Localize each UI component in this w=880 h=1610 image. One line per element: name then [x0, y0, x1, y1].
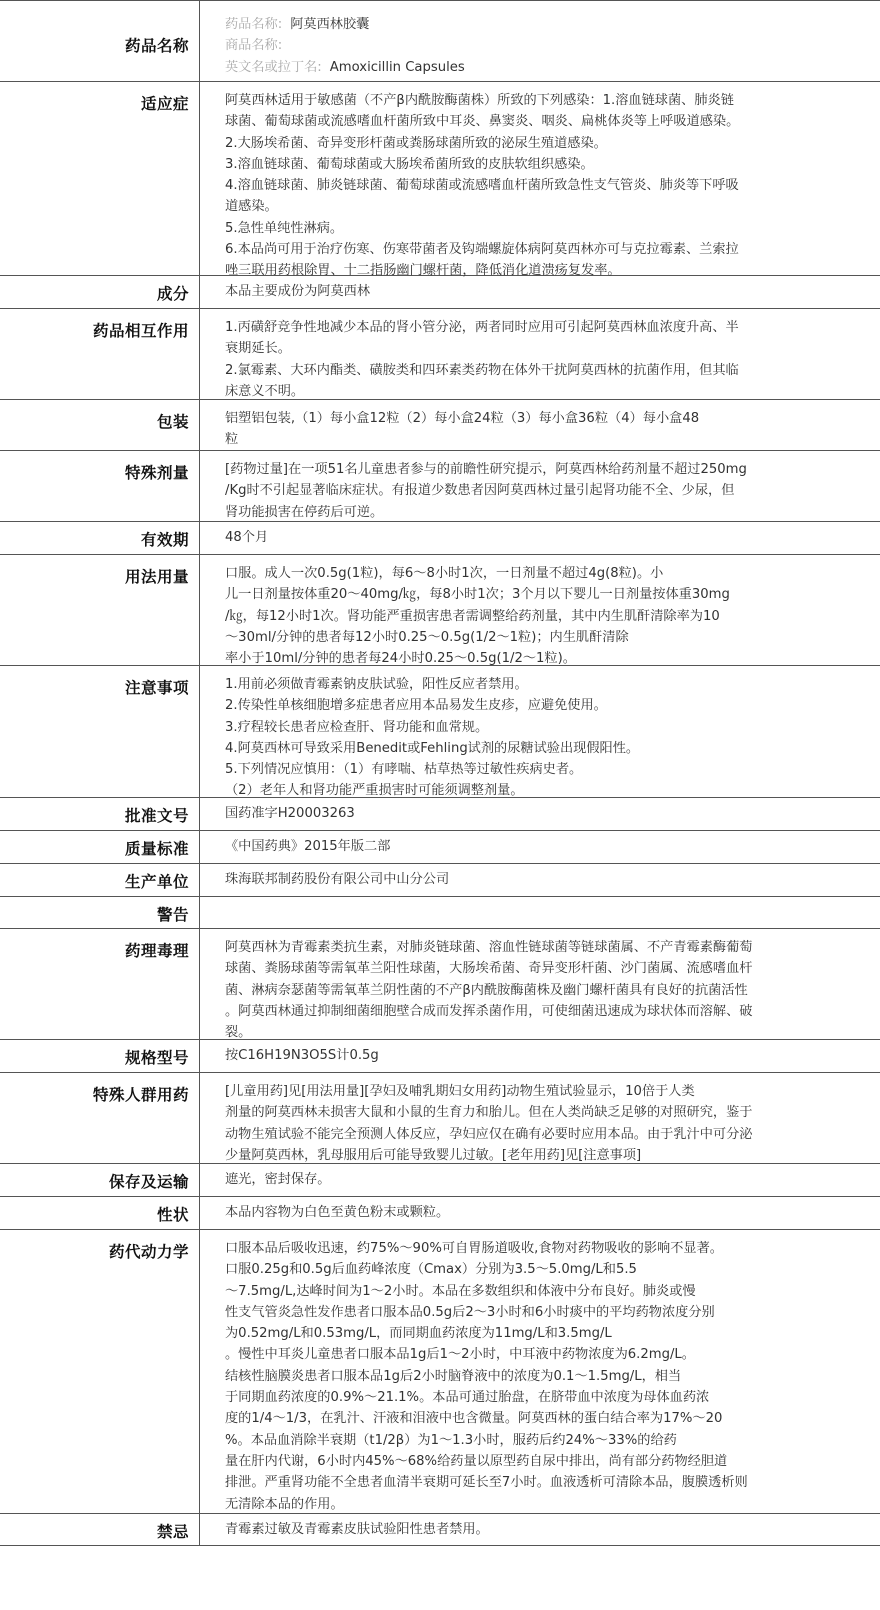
text-line: 度的1/4～1/3，在乳汁、汗液和泪液中也含微量。阿莫西林的蛋白结合率为17%～20 [225, 1411, 723, 1427]
row-value-cell [225, 317, 872, 402]
text-line: 铝塑铝包装,（1）每小盒12粒（2）每小盒24粒（3）每小盒36粒（4）每小盒48 [225, 411, 700, 426]
row-label-cell [0, 1040, 200, 1072]
text-line: 2.传染性单核细胞增多症患者应用本品易发生皮疹，应避免使用。 [225, 698, 607, 714]
row-precautions [0, 666, 880, 798]
row-label-cell [0, 522, 200, 554]
text-line: 衰期延长。 [225, 341, 291, 357]
text-line: 国药准字H20003263 [225, 806, 355, 821]
row-label: 保存及运输 [108, 1173, 189, 1191]
row-value-cell [225, 408, 872, 451]
row-label: 警告 [156, 906, 189, 924]
text-line: 肾功能损害在停药后可逆。 [225, 504, 384, 520]
row-label-cell [0, 1164, 200, 1196]
text-line: 于同期血药浓度的0.9%～21.1%。本品可通过胎盘，在脐带血中浓度为母体血药浓 [225, 1390, 710, 1406]
text-line: 阿莫西林适用于敏感菌（不产β内酰胺酶菌株）所致的下列感染：1.溶血链球菌、肺炎链 [225, 93, 734, 108]
row-label-cell [0, 798, 200, 830]
text-line: ～30ml/分钟的患者每12小时0.25～0.5g(1/2～1粒)；内生肌酐清除 [225, 629, 629, 645]
row-label-cell [0, 555, 200, 665]
row-label: 质量标准 [124, 840, 189, 858]
row-label-cell [0, 276, 200, 308]
trade-name-line: 商品名称: [225, 38, 283, 54]
text-line: 本品内容物为白色至黄色粉末或颗粒。 [225, 1205, 450, 1220]
row-value-cell [225, 869, 872, 890]
text-line: 2.氯霉素、大环内酯类、磺胺类和四环素类药物在体外干扰阿莫西林的抗菌作用，但其临 [225, 362, 739, 378]
row-value-cell [225, 836, 872, 857]
row-label-cell [0, 864, 200, 896]
text-line: 按C16H19N3O5S计0.5g [225, 1048, 379, 1063]
text-line: [儿童用药]见[用法用量][孕妇及哺乳期妇女用药]动物生殖试验显示，10倍于人类 [225, 1084, 695, 1099]
row-label-cell [0, 831, 200, 863]
row-label-cell [0, 400, 200, 450]
row-value-cell [225, 527, 872, 548]
text-line: 3.疗程较长患者应检查肝、肾功能和血常规。 [225, 719, 489, 735]
row-label: 注意事项 [124, 679, 189, 697]
row-value-cell [225, 1202, 872, 1223]
row-drug-name [0, 0, 880, 82]
text-line: 珠海联邦制药股份有限公司中山分公司 [225, 872, 450, 887]
row-value-cell [225, 1169, 872, 1190]
row-warning [0, 897, 880, 929]
text-line: 结核性脑膜炎患者口服本品1g后2小时脑脊液中的浓度为0.1～1.5mg/L，相当 [225, 1368, 682, 1384]
text-line: /㎏，每12小时1次。肾功能严重损害患者需调整给药剂量，其中内生肌酐清除率为10 [225, 608, 720, 624]
text-line: （2）老年人和肾功能严重损害时可能须调整剂量。 [225, 783, 524, 799]
row-storage [0, 1164, 880, 1197]
row-value-cell [225, 281, 872, 302]
row-value-cell [225, 1238, 872, 1515]
row-label-cell [0, 666, 200, 797]
row-pharmacology [0, 929, 880, 1040]
text-line: 为0.52mg/L和0.53mg/L，而同期血药浓度为11mg/L和3.5mg/L [225, 1326, 612, 1342]
row-label: 有效期 [140, 531, 189, 549]
text-line: 球菌、粪肠球菌等需氧革兰阳性球菌，大肠埃希菌、奇异变形杆菌、沙门菌属、流感嗜血杆 [225, 961, 753, 977]
row-value-cell [225, 1519, 872, 1540]
text-line: 剂量的阿莫西林未损害大鼠和小鼠的生育力和胎儿。但在人类尚缺乏足够的对照研究，鉴于 [225, 1105, 753, 1121]
row-appearance [0, 1197, 880, 1230]
row-label: 药代动力学 [108, 1243, 189, 1261]
text-line: 4.溶血链球菌、肺炎链球菌、葡萄球菌或流感嗜血杆菌所致急性支气管炎、肺炎等下呼吸 [225, 178, 739, 194]
text-line: 菌、淋病奈瑟菌等需氧革兰阴性菌的不产β内酰胺酶菌株及幽门螺杆菌具有良好的抗菌活性 [225, 982, 748, 998]
english-name-line: 英文名或拉丁名: Amoxicillin Capsules [225, 59, 465, 75]
row-label-cell [0, 0, 200, 81]
row-label: 成分 [156, 285, 189, 303]
row-indications [0, 82, 880, 279]
row-validity [0, 522, 880, 555]
text-line: 6.本品尚可用于治疗伤寒、伤寒带菌者及钩端螺旋体病阿莫西林亦可与克拉霉素、兰索拉 [225, 242, 739, 258]
row-label-cell [0, 82, 200, 275]
row-label: 用法用量 [124, 568, 189, 586]
row-value-cell [225, 937, 872, 1043]
row-label: 药品名称 [124, 37, 189, 55]
row-interactions [0, 309, 880, 400]
row-label-cell [0, 451, 200, 521]
text-line: 床意义不明。 [225, 383, 305, 399]
row-label: 特殊剂量 [124, 464, 189, 482]
text-line: 率小于10ml/分钟的患者每24小时0.25～0.5g(1/2～1粒)。 [225, 651, 576, 667]
text-line: ～7.5mg/L,达峰时间为1～2小时。本品在多数组织和体液中分布良好。肺炎或慢 [225, 1283, 696, 1299]
text-line: 遮光，密封保存。 [225, 1172, 331, 1187]
text-line: 口服。成人一次0.5g(1粒)，每6～8小时1次，一日剂量不超过4g(8粒)。小 [225, 566, 664, 581]
text-line: 道感染。 [225, 199, 278, 215]
row-label-cell [0, 1197, 200, 1229]
row-label: 规格型号 [124, 1049, 189, 1067]
row-value-cell [225, 1081, 872, 1166]
row-label: 生产单位 [124, 873, 189, 891]
row-label-cell [0, 1514, 200, 1545]
row-label-cell [0, 897, 200, 928]
row-label: 适应症 [140, 95, 189, 113]
text-line: 量在肝内代谢，6小时内45%～68%给药量以原型药自尿中排出，尚有部分药物经胆道 [225, 1453, 728, 1469]
text-line: 口服本品后吸收迅速，约75%～90%可自胃肠道吸收,食物对药物吸收的影响不显著。 [225, 1241, 723, 1256]
row-contraindications [0, 1514, 880, 1546]
row-pharmacokinetics [0, 1230, 880, 1514]
text-line: 粒 [225, 432, 239, 448]
row-label-cell [0, 1073, 200, 1163]
row-value-cell [225, 90, 872, 282]
row-label: 包装 [156, 413, 189, 431]
text-line: 。慢性中耳炎儿童患者口服本品1g后1～2小时，中耳液中药物浓度为6.2mg/L。 [225, 1347, 695, 1363]
text-line: /Kg时不引起显著临床症状。有报道少数患者因阿莫西林过量引起肾功能不全、少尿，但 [225, 483, 735, 499]
text-line: 阿莫西林为青霉素类抗生素，对肺炎链球菌、溶血性链球菌等链球菌属、不产青霉素酶葡萄 [225, 940, 753, 955]
text-line: 球菌、葡萄球菌或流感嗜血杆菌所致中耳炎、鼻窦炎、咽炎、扁桃体炎等上呼吸道感染。 [225, 114, 740, 130]
text-line: 2.大肠埃希菌、奇异变形杆菌或粪肠球菌所致的泌尿生殖道感染。 [225, 135, 607, 151]
text-line: 少量阿莫西林，乳母服用后可能导致婴儿过敏。[老年用药]见[注意事项] [225, 1147, 642, 1163]
row-value-cell [225, 1045, 872, 1066]
row-standard [0, 831, 880, 864]
text-line: 本品主要成份为阿莫西林 [225, 284, 371, 299]
row-value-cell [225, 459, 872, 523]
text-line: 口服0.25g和0.5g后血药峰浓度（Cmax）分别为3.5～5.0mg/L和5.5 [225, 1262, 637, 1278]
text-line: 性支气管炎急性发作患者口服本品0.5g后2～3小时和6小时痰中的平均药物浓度分别 [225, 1304, 715, 1320]
row-value-cell [225, 14, 872, 78]
row-packaging [0, 400, 880, 451]
text-line: 儿一日剂量按体重20～40mg/㎏，每8小时1次；3个月以下婴儿一日剂量按体重30mg [225, 587, 730, 603]
text-line: 1.用前必须做青霉素钠皮肤试验，阳性反应者禁用。 [225, 677, 528, 692]
row-value-cell [225, 563, 872, 669]
row-label: 性状 [156, 1206, 189, 1224]
text-line: 5.急性单纯性淋病。 [225, 220, 344, 236]
row-approval [0, 798, 880, 831]
text-line: [药物过量]在一项51名儿童患者参与的前瞻性研究提示，阿莫西林给药剂量不超过250mg [225, 462, 747, 477]
generic-name-line: 药品名称: 阿莫西林胶囊 [225, 17, 370, 32]
text-line: 。阿莫西林通过抑制细菌细胞壁合成而发挥杀菌作用，可使细菌迅速成为球状体而溶解、破 [225, 1003, 753, 1019]
text-line: 4.阿莫西林可导致采用Benedit或Fehling试剂的尿糖试验出现假阳性。 [225, 740, 640, 756]
row-label-cell [0, 309, 200, 399]
row-specification [0, 1040, 880, 1073]
row-label: 特殊人群用药 [92, 1086, 189, 1104]
row-composition [0, 276, 880, 309]
text-line: 动物生殖试验不能完全预测人体反应，孕妇应仅在确有必要时应用本品。由于乳汁中可分泌 [225, 1126, 753, 1142]
row-label: 药理毒理 [124, 942, 189, 960]
row-label-cell [0, 929, 200, 1039]
row-dosage [0, 555, 880, 666]
row-label: 禁忌 [156, 1523, 189, 1541]
row-label: 药品相互作用 [92, 322, 189, 340]
text-line: 青霉素过敏及青霉素皮肤试验阳性患者禁用。 [225, 1522, 489, 1537]
text-line: 48个月 [225, 530, 269, 545]
text-line: 《中国药典》2015年版二部 [225, 839, 391, 854]
row-overdose [0, 451, 880, 522]
text-line: 5.下列情况应慎用：（1）有哮喘、枯草热等过敏性疾病史者。 [225, 762, 583, 778]
text-line: %。本品血消除半衰期（t1/2β）为1～1.3小时，服药后约24%～33%的给药 [225, 1432, 677, 1448]
text-line: 裂。 [225, 1025, 252, 1041]
row-value-cell [225, 803, 872, 824]
text-line: 1.丙磺舒竞争性地减少本品的肾小管分泌，两者同时应用可引起阿莫西林血浓度升高、半 [225, 320, 739, 335]
row-value-cell [225, 674, 872, 802]
text-line: 3.溶血链球菌、葡萄球菌或大肠埃希菌所致的皮肤软组织感染。 [225, 156, 594, 172]
text-line: 排泄。严重肾功能不全患者血清半衰期可延长至7小时。血液透析可清除本品，腹膜透析则 [225, 1475, 748, 1491]
text-line: 无清除本品的作用。 [225, 1496, 344, 1512]
row-label-cell [0, 1230, 200, 1513]
row-label: 批准文号 [124, 807, 189, 825]
text-line: 唑三联用药根除胃、十二指肠幽门螺杆菌，降低消化道溃疡复发率。 [225, 263, 621, 279]
row-manufacturer [0, 864, 880, 897]
row-special-population [0, 1073, 880, 1164]
